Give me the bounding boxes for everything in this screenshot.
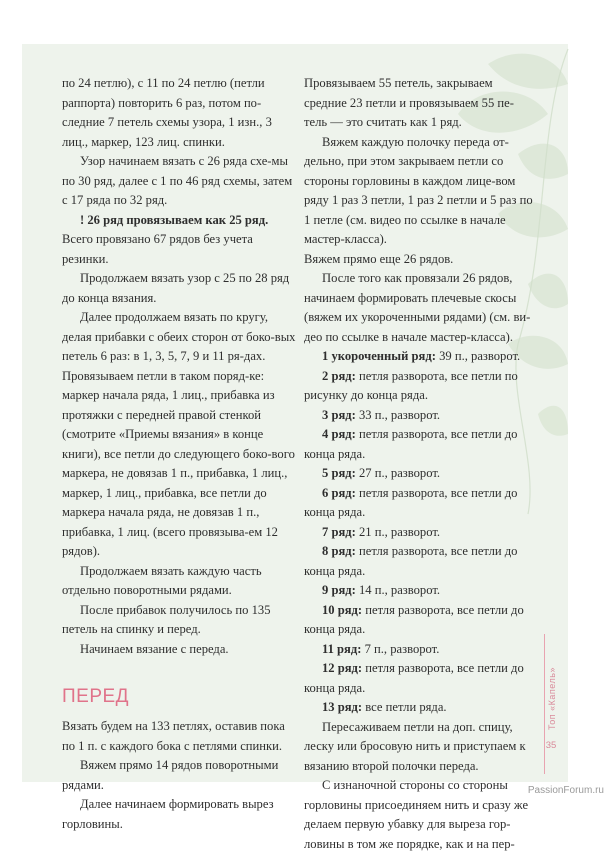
paragraph: Продолжаем вязать каждую часть отдельно поворотными рядами. [62, 563, 262, 597]
row-step [304, 581, 536, 601]
row-step-label: 11 ряд: [322, 641, 362, 656]
row-step-label: 8 ряд: [322, 544, 356, 558]
right-column [304, 74, 536, 854]
row-step-text: петля разворота, все петли до конца ряда. [304, 544, 518, 578]
row-step [304, 523, 536, 543]
row-step-label: 10 ряд: [322, 602, 363, 617]
row-step-label: 12 ряд: [322, 661, 363, 675]
row-step-text: 14 п., разворот. [358, 583, 441, 597]
row-step [304, 425, 536, 464]
paragraph: Далее начинаем формировать вырез горловины. [62, 797, 274, 831]
paragraph: Провязываем 55 петель, закрываем средние 23 петли и провязываем 55 пе-тель — это считать как 1 ряд. [304, 76, 514, 129]
row-step-text: 27 п., разворот. [358, 466, 441, 480]
row-step-text: все петли ряда. [365, 700, 447, 714]
paragraph: Всего провязано 67 рядов без учета резинки. [62, 232, 253, 266]
paragraph: Вяжем каждую полочку переда от-дельно, при этом закрываем петли со стороны горловины в каждом лице-вом ряду 1 раз 3 петли, 1 раз 2 петли и 5 раз по 1 петле (см. видео по ссылке в начале мастер-класса). [304, 134, 533, 246]
row-step-label: 1 укороченный ряд: [322, 349, 436, 363]
row-step [304, 640, 536, 660]
row-step-text: петля разворота, все петли до конца ряда. [304, 427, 518, 461]
paragraph: Начинаем вязание с переда. [80, 641, 229, 656]
row-step-text: 21 п., разворот. [358, 524, 441, 539]
row-step-label: 3 ряд: [322, 407, 356, 422]
row-steps-list [304, 347, 536, 718]
side-divider [544, 634, 545, 774]
paragraph: Пересаживаем петли на доп. спицу, леску или бросовую нить и приступаем к вязанию второй полочки переда. [304, 719, 526, 773]
paragraph: по 24 петлю), с 11 по 24 петлю (петли раппорта) повторить 6 раз, потом по-следние 7 петель схемы узора, 1 изн., 3 лиц., маркер, 123 лиц. спинки. [62, 76, 272, 149]
row-step-label: 4 ряд: [322, 427, 356, 441]
paragraph: Вяжем прямо 14 рядов поворотными рядами. [62, 758, 279, 792]
row-step-text: петля разворота, все петли до конца ряда. [304, 485, 518, 519]
row-step [304, 406, 536, 426]
row-step [304, 659, 536, 698]
row-step-text: 39 п., разворот. [439, 349, 521, 363]
note-paragraph: ! 26 ряд провязываем как 25 ряд. [80, 212, 269, 227]
row-step-text: петля разворота, все петли до конца ряда. [304, 602, 524, 636]
row-step [304, 698, 536, 718]
row-step-label: 13 ряд: [322, 700, 363, 714]
row-step-text: 7 п., разворот. [364, 641, 440, 656]
row-step-text: 33 п., разворот. [358, 407, 441, 422]
row-step [304, 542, 536, 581]
paragraph: Узор начинаем вязать с 26 ряда схе-мы по 30 ряд, далее с 1 по 46 ряд схемы, затем с 17 ряда по 32 ряд. [62, 154, 293, 207]
paragraph: Далее продолжаем вязать по кругу, делая прибавки с обеих сторон от боко-вых петель 6 раз: в 1, 3, 5, 7, 9 и 11 ря-дах. Провязываем петли в таком поряд-ке: маркер начала ряда, 1 лиц., прибавка из протяжки с передней правой стенкой (смотрите «Приемы вязания» в конце книги), все петли до следующего боко-вого маркера, не довязав 1 п., прибавка, 1 лиц., маркер, 1 лиц., прибавка, все петли до маркера начала ряда, не довязав 1 п., прибавка, 1 лиц. (всего провязыва-ем 12 рядов). [62, 310, 296, 558]
row-step-text: петля разворота, все петли до конца ряда. [304, 661, 524, 695]
watermark: PassionForum.ru [527, 785, 604, 796]
paragraph: С изнаночной стороны со стороны горловины присоединяем нить и сразу же делаем первую убавку для выреза гор-ловины в том же порядке, как и на пер- [304, 778, 529, 851]
row-step-label: 7 ряд: [322, 524, 356, 539]
row-step [304, 367, 536, 406]
row-step [304, 347, 536, 367]
section-title: ПЕРЕД [62, 686, 130, 707]
paragraph: Вяжем прямо еще 26 рядов. [304, 251, 454, 266]
row-step [304, 484, 536, 523]
row-step-label: 5 ряд: [322, 466, 356, 480]
page-number: 35 [545, 740, 557, 751]
row-step-text: петля разворота, все петли по рисунку до конца ряда. [304, 368, 518, 402]
paragraph: Вязать будем на 133 петлях, оставив пока по 1 п. с каждого бока с петлями спинки. [62, 719, 285, 753]
row-step-label: 6 ряд: [322, 485, 356, 500]
row-step-label: 9 ряд: [322, 583, 356, 597]
paragraph: Продолжаем вязать узор с 25 по 28 ряд до конца вязания. [62, 271, 290, 305]
row-step [304, 601, 536, 640]
side-label: Топ «Капель» [547, 667, 557, 730]
row-step-label: 2 ряд: [322, 368, 356, 383]
paragraph: После того как провязали 26 рядов, начинаем формировать плечевые скосы (вяжем их укороченными рядами) (см. ви-део по ссылке в начале мастер-класса). [304, 271, 531, 344]
paragraph: После прибавок получилось по 135 петель на спинку и перед. [62, 602, 271, 636]
row-step [304, 464, 536, 484]
left-column [62, 74, 298, 834]
